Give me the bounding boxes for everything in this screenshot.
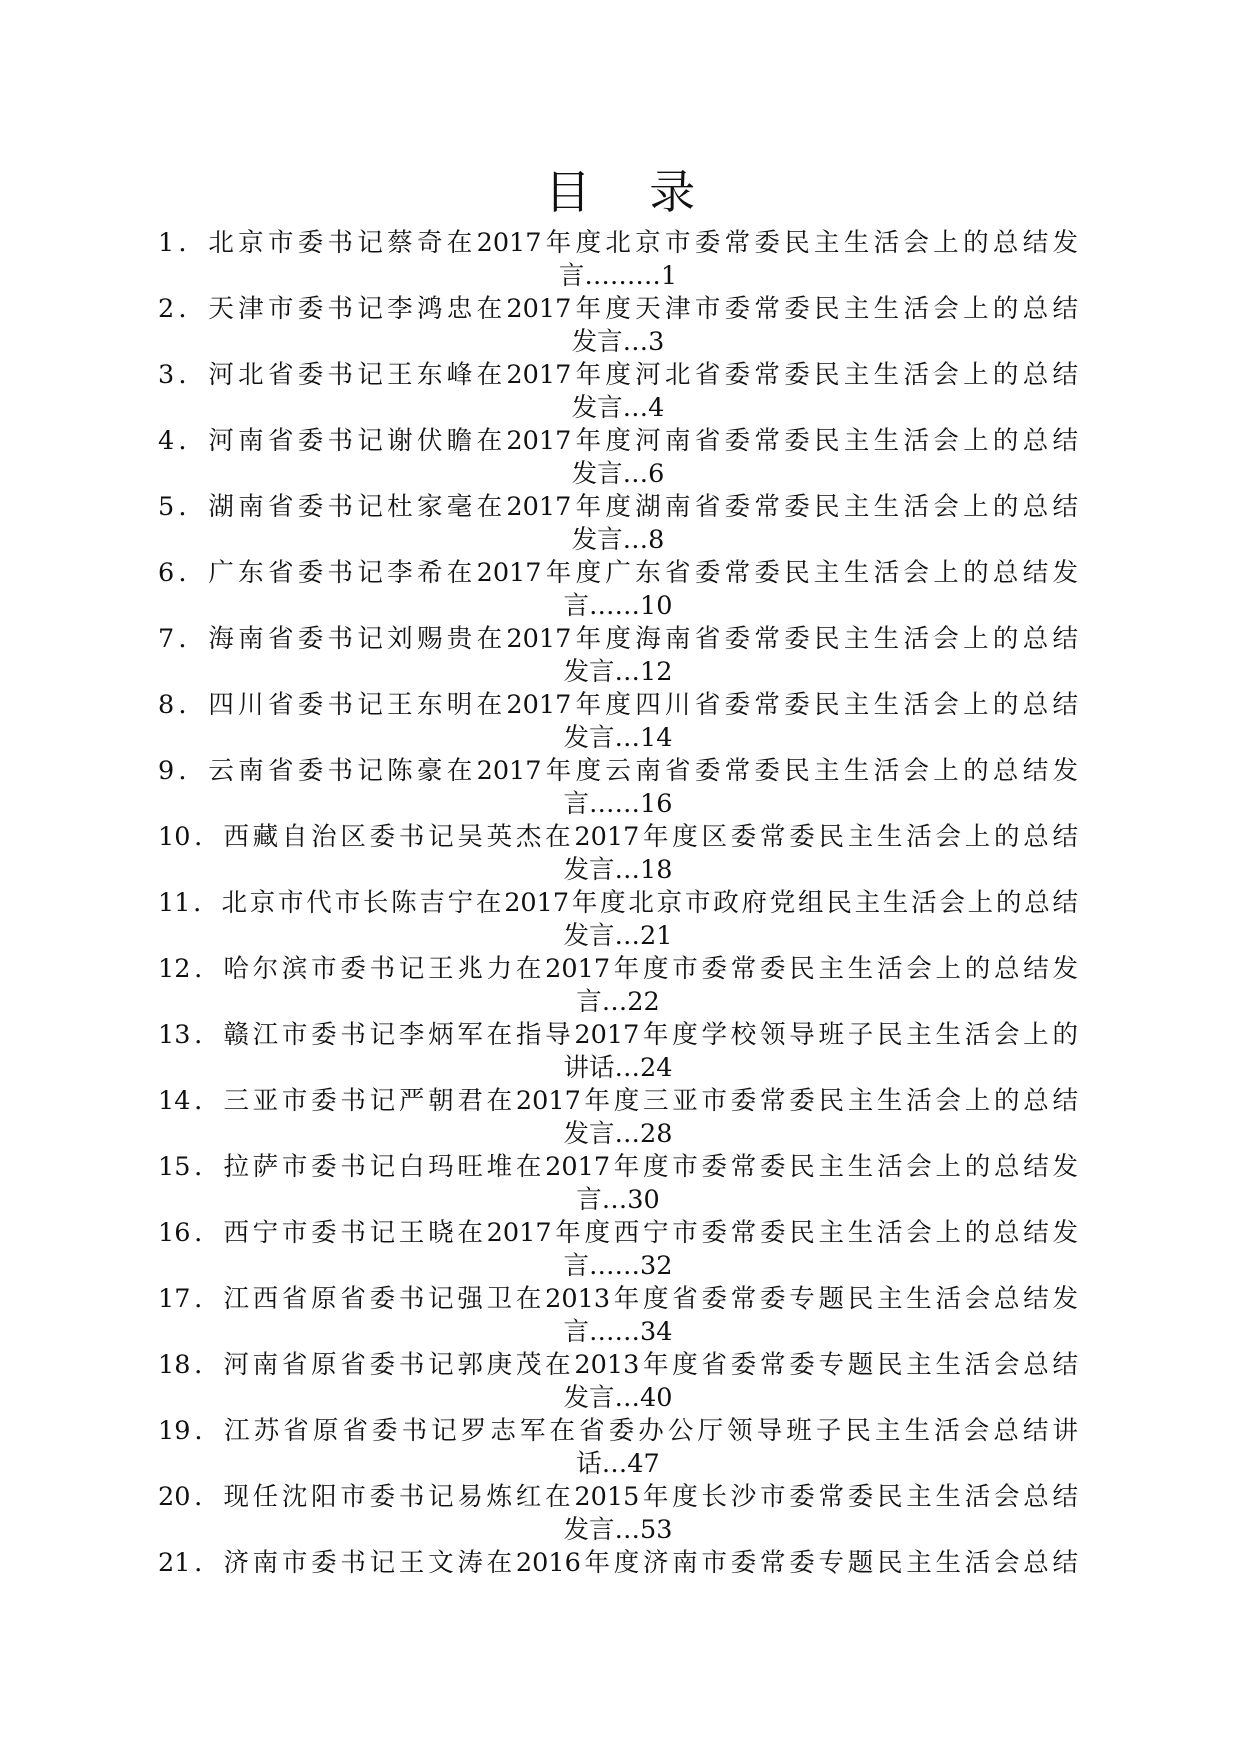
- toc-entry[interactable]: [158, 688, 1078, 754]
- toc-entry-text: 13．赣江市委书记李炳军在指导2017年度学校领导班子民主生活会上的: [158, 1020, 1078, 1050]
- toc-entry-text: 8．四川省委书记王东明在2017年度四川省委常委民主生活会上的总结: [158, 690, 1078, 720]
- toc-entry-page: 言……34: [563, 1317, 673, 1347]
- toc-entry-page: 发言…6: [571, 459, 665, 489]
- toc-entry-page: 言……10: [563, 591, 673, 621]
- toc-entry-page: 言…22: [576, 987, 660, 1017]
- toc-entry[interactable]: [158, 226, 1078, 292]
- toc-entry-text: 4．河南省委书记谢伏瞻在2017年度河南省委常委民主生活会上的总结: [158, 426, 1078, 456]
- toc-entry[interactable]: [158, 1018, 1078, 1084]
- toc-entry-page: [158, 1580, 1078, 1612]
- toc-entry[interactable]: [158, 292, 1078, 358]
- toc-entry-text: 12．哈尔滨市委书记王兆力在2017年度市委常委民主生活会上的总结发: [158, 954, 1078, 984]
- toc-entry-page: 讲话…24: [563, 1053, 673, 1083]
- toc-entry[interactable]: [158, 556, 1078, 622]
- toc-entry[interactable]: [158, 1546, 1078, 1612]
- toc-entry-text: 5．湖南省委书记杜家毫在2017年度湖南省委常委民主生活会上的总结: [158, 492, 1078, 522]
- toc-entry[interactable]: [158, 1348, 1078, 1414]
- toc-entry-text: 18．河南省原省委书记郭庚茂在2013年度省委常委专题民主生活会总结: [158, 1350, 1078, 1380]
- toc-entry-text: 19．江苏省原省委书记罗志军在省委办公厅领导班子民主生活会总结讲: [158, 1416, 1078, 1446]
- toc-entry-page: 发言…8: [571, 525, 665, 555]
- toc-entry-page: 发言…4: [571, 393, 665, 423]
- toc-entry[interactable]: [158, 952, 1078, 1018]
- toc-entry-text: 7．海南省委书记刘赐贵在2017年度海南省委常委民主生活会上的总结: [158, 624, 1078, 654]
- toc-entry[interactable]: [158, 754, 1078, 820]
- toc-entry-page: 发言…18: [563, 855, 673, 885]
- toc-entry-text: 20．现任沈阳市委书记易炼红在2015年度长沙市委常委民主生活会总结: [158, 1482, 1078, 1512]
- toc-entry[interactable]: [158, 1414, 1078, 1480]
- toc-list: [158, 226, 1078, 1612]
- toc-entry-text: 1．北京市委书记蔡奇在2017年度北京市委常委民主生活会上的总结发: [158, 228, 1078, 258]
- toc-entry-page: 话…47: [576, 1449, 660, 1479]
- toc-entry[interactable]: [158, 622, 1078, 688]
- toc-entry-text: 11．北京市代市长陈吉宁在2017年度北京市政府党组民主生活会上的总结: [158, 888, 1078, 918]
- toc-entry-page: 发言…21: [563, 921, 673, 951]
- toc-entry-page: 言……16: [563, 789, 673, 819]
- toc-entry-text: 17．江西省原省委书记强卫在2013年度省委常委专题民主生活会总结发: [158, 1284, 1078, 1314]
- toc-entry-page: 言……32: [563, 1251, 673, 1281]
- toc-entry[interactable]: [158, 424, 1078, 490]
- toc-entry-text: 15．拉萨市委书记白玛旺堆在2017年度市委常委民主生活会上的总结发: [158, 1152, 1078, 1182]
- toc-entry[interactable]: [158, 358, 1078, 424]
- toc-entry-text: 10．西藏自治区委书记吴英杰在2017年度区委常委民主生活会上的总结: [158, 822, 1078, 852]
- toc-entry-text: 21．济南市委书记王文涛在2016年度济南市委常委专题民主生活会总结: [158, 1548, 1078, 1578]
- toc-entry-page: 发言…53: [563, 1515, 673, 1545]
- toc-entry-text: 2．天津市委书记李鸿忠在2017年度天津市委常委民主生活会上的总结: [158, 294, 1078, 324]
- toc-entry-text: 9．云南省委书记陈豪在2017年度云南省委常委民主生活会上的总结发: [158, 756, 1078, 786]
- toc-entry[interactable]: [158, 820, 1078, 886]
- toc-entry-page: 言…30: [576, 1185, 660, 1215]
- toc-entry-page: 发言…3: [571, 327, 665, 357]
- toc-entry-page: 发言…14: [563, 723, 673, 753]
- toc-title: 目 录: [544, 165, 718, 219]
- toc-entry-text: 6．广东省委书记李希在2017年度广东省委常委民主生活会上的总结发: [158, 558, 1078, 588]
- toc-entry[interactable]: [158, 1480, 1078, 1546]
- toc-entry[interactable]: [158, 886, 1078, 952]
- toc-entry[interactable]: [158, 1282, 1078, 1348]
- toc-entry[interactable]: [158, 1216, 1078, 1282]
- toc-entry-text: 16．西宁市委书记王晓在2017年度西宁市委常委民主生活会上的总结发: [158, 1218, 1078, 1248]
- toc-entry-page: 言………1: [558, 261, 678, 291]
- toc-entry[interactable]: [158, 1150, 1078, 1216]
- toc-entry-text: 3．河北省委书记王东峰在2017年度河北省委常委民主生活会上的总结: [158, 360, 1078, 390]
- toc-entry[interactable]: [158, 490, 1078, 556]
- toc-entry[interactable]: [158, 1084, 1078, 1150]
- toc-entry-text: 14．三亚市委书记严朝君在2017年度三亚市委常委民主生活会上的总结: [158, 1086, 1078, 1116]
- toc-entry-page: 发言…28: [563, 1119, 673, 1149]
- toc-entry-page: 发言…12: [563, 657, 673, 687]
- toc-entry-page: 发言…40: [563, 1383, 673, 1413]
